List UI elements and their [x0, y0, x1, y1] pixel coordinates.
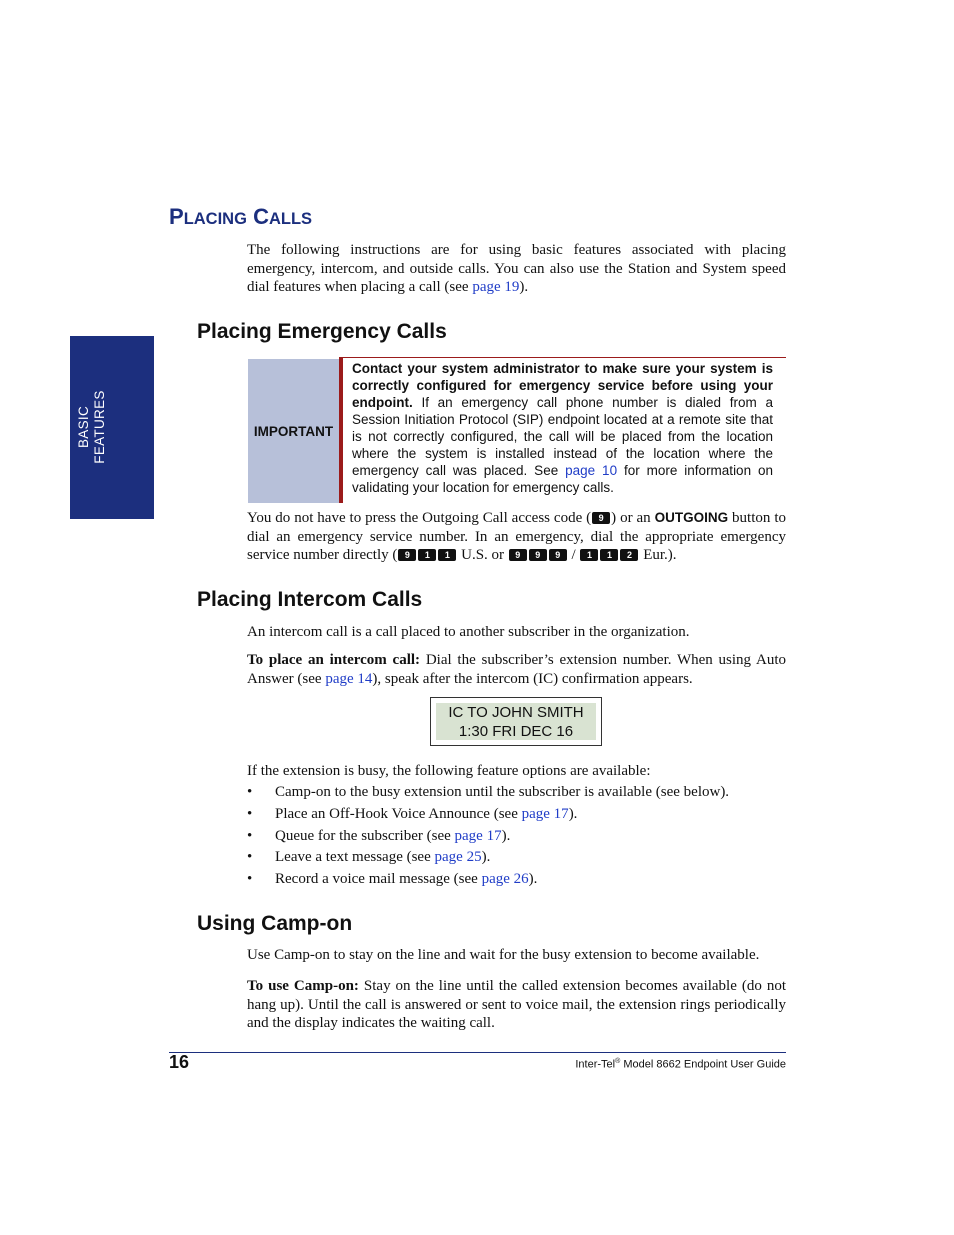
page-title [169, 204, 312, 230]
key-icon: 9 [529, 549, 547, 561]
title-rest-1: LACING [183, 210, 247, 228]
list-item [247, 827, 786, 849]
list-item [247, 870, 786, 892]
important-bold: Contact your system administrator to make sure your system is correctly configured for emergency service before using your endpoint. [352, 361, 773, 410]
list-item [247, 805, 786, 827]
display-line-2: 1:30 FRI DEC 16 [458, 723, 574, 740]
footer-brand: Inter-Tel [575, 1058, 616, 1071]
eur-label: Eur.). [639, 547, 677, 563]
footer-guide-title [500, 1058, 786, 1071]
intercom-instructions [247, 651, 786, 688]
page-number: 16 [169, 1052, 190, 1072]
side-section-tab [70, 336, 154, 519]
campon-heading: Using Camp-on [197, 912, 353, 935]
footer-rule [169, 1052, 786, 1053]
intro-paragraph [247, 241, 786, 297]
key-9-icon: 9 [592, 512, 610, 524]
list-item-link[interactable]: page 17 [454, 827, 502, 844]
key-icon: 1 [438, 549, 456, 561]
important-label: IMPORTANT [248, 359, 339, 503]
list-item-text: Camp-on to the busy extension until the subscriber is available (see below). [275, 784, 730, 800]
important-note [248, 357, 786, 503]
campon-intro: Use Camp-on to stay on the line and wait for the busy extension to become available. [247, 947, 760, 963]
phone-display-screen [436, 703, 596, 740]
key-icon: 2 [620, 549, 638, 561]
emergency-heading: Placing Emergency Calls [197, 320, 447, 343]
emergency-paragraph [247, 509, 786, 565]
intro-end: ). [519, 279, 529, 295]
registered-mark: ® [615, 1058, 621, 1065]
campon-instructions-bold: To use Camp-on: [247, 978, 359, 994]
title-cap-2: C [253, 204, 269, 229]
intercom-instructions-a: Dial the subscriber’s extension number. When using Auto Answer (see [247, 652, 786, 687]
display-line-1: IC TO JOHN SMITH [448, 704, 584, 721]
intro-link[interactable]: page 19 [472, 279, 520, 295]
list-item [247, 848, 786, 870]
us-label: U.S. or [457, 547, 508, 563]
outgoing-button-label: OUTGOING [654, 510, 729, 525]
campon-instructions-text: Stay on the line until the called extension becomes available (do not hang up). Until the call is answered or sent to voice mail, the extension rings periodically and the display indicates the waiting call. [247, 978, 786, 1031]
important-bar [339, 357, 343, 503]
list-item-text: Record a voice mail message (see [275, 871, 482, 888]
list-item-link[interactable]: page 17 [521, 805, 569, 822]
key-icon: 9 [509, 549, 527, 561]
slash: / [567, 547, 580, 563]
list-item-end: ). [528, 871, 538, 888]
campon-instructions [247, 977, 786, 1033]
key-icon: 9 [398, 549, 416, 561]
list-item-end: ). [501, 827, 511, 844]
intercom-link[interactable]: page 14 [325, 670, 373, 687]
important-text [352, 360, 773, 496]
list-item-end: ). [481, 849, 491, 866]
important-end: for more information on validating your location for emergency calls. [352, 463, 773, 495]
list-item-text: Leave a text message (see [275, 849, 435, 866]
list-item-link[interactable]: page 26 [481, 871, 529, 888]
title-cap-1: P [169, 204, 184, 229]
emergency-text-a: You do not have to press the Outgoing Call access code ( [247, 510, 592, 526]
title-rest-2: ALLS [268, 210, 313, 228]
important-body: If an emergency call phone number is dialed from a Session Initiation Protocol (SIP) endpoint located at a remote site that is not correctly configured, the call will be placed from the location where the system is installed instead of the location where the emergency call was placed. See [352, 395, 773, 478]
intercom-instructions-bold: To place an intercom call: [247, 652, 421, 668]
intercom-instructions-b: ), speak after the intercom (IC) confirmation appears. [372, 670, 693, 687]
intro-text: The following instructions are for using basic features associated with placing emergency, intercom, and outside calls. You can also use the Station and System speed dial features when placing a call (see [247, 242, 786, 295]
side-tab-label [76, 390, 108, 463]
important-top-rule [343, 357, 786, 358]
key-icon: 9 [549, 549, 567, 561]
phone-display [430, 697, 602, 746]
key-icon: 1 [580, 549, 598, 561]
important-link[interactable]: page 10 [565, 463, 618, 478]
intercom-intro: An intercom call is a call placed to another subscriber in the organization. [247, 624, 690, 640]
key-icon: 1 [600, 549, 618, 561]
side-tab-line1: BASIC [76, 405, 91, 449]
footer-guide: Model 8662 Endpoint User Guide [620, 1058, 786, 1071]
list-item-text: Place an Off-Hook Voice Announce (see [275, 805, 522, 822]
busy-options-list [247, 783, 786, 892]
intercom-heading: Placing Intercom Calls [197, 588, 423, 611]
list-item-link[interactable]: page 25 [434, 849, 482, 866]
list-item [247, 783, 786, 805]
list-item-end: ). [568, 805, 578, 822]
busy-intro: If the extension is busy, the following feature options are available: [247, 763, 651, 779]
emergency-text-b: ) or an [611, 510, 655, 526]
emergency-text-c: button to dial an emergency service number. In an emergency, dial the appropriate emergency service number directly ( [247, 510, 786, 563]
list-item-text: Queue for the subscriber (see [275, 827, 455, 844]
key-icon: 1 [418, 549, 436, 561]
side-tab-line2: FEATURES [92, 390, 107, 464]
